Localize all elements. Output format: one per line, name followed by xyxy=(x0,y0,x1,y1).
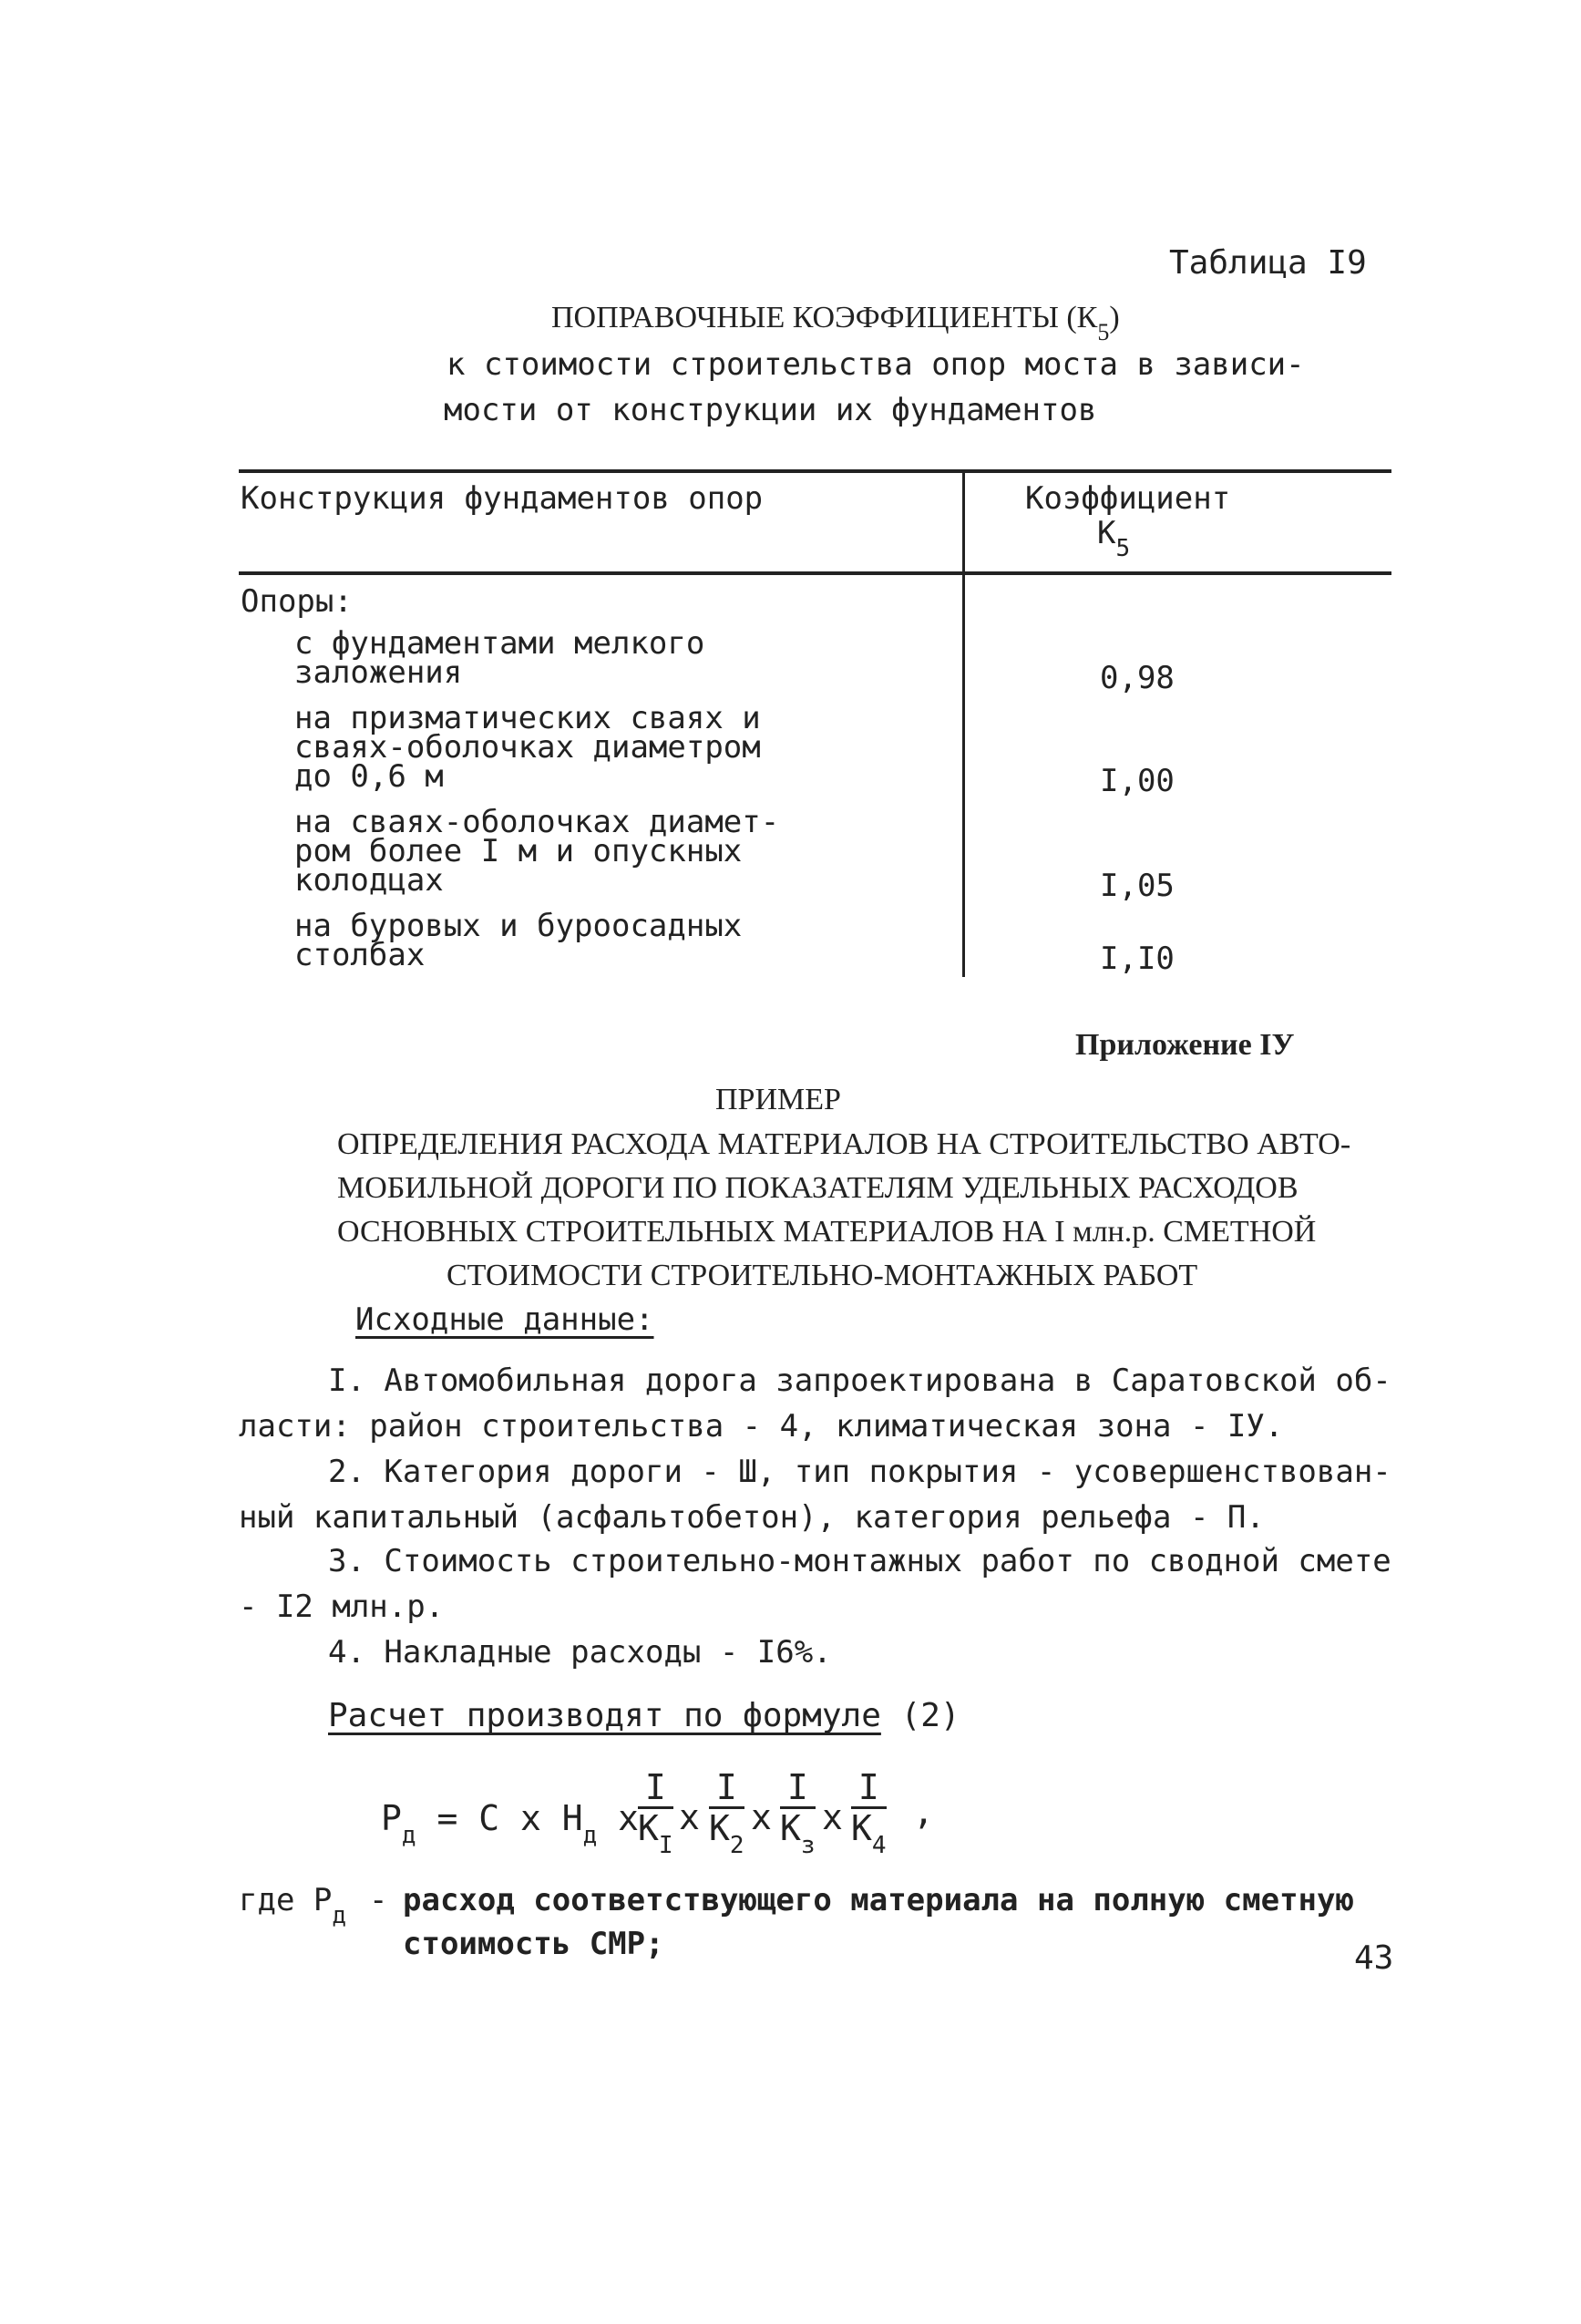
header-coefficient: Коэффициент xyxy=(1025,480,1231,517)
example-line-4: СТОИМОСТИ СТРОИТЕЛЬНО-МОНТАЖНЫХ РАБОТ xyxy=(447,1259,1198,1292)
fraction-k3: I $К_з$ xyxy=(780,1767,816,1859)
calc-line xyxy=(328,1697,960,1734)
header-construction: Конструкция фундаментов опор xyxy=(241,480,764,517)
title-line1: ПОПРАВОЧНЫЕ КОЭФФИЦИЕНТЫ (К xyxy=(551,301,1098,334)
times-sign: х xyxy=(822,1797,843,1837)
table-top-rule xyxy=(239,469,1391,473)
source-item-2a: 2. Категория дороги - Ш, тип покрытия - усовершенствован- xyxy=(328,1454,1391,1490)
table-column-divider xyxy=(962,471,965,977)
table-cell-value: I,I0 xyxy=(1100,941,1175,977)
source-item-1a: I. Автомобильная дорога запроектирована в Саратовской об- xyxy=(328,1363,1391,1399)
times-sign: х xyxy=(679,1797,700,1837)
fraction-k2: I $К_2$ xyxy=(709,1767,744,1859)
table-cell-value: I,00 xyxy=(1100,763,1175,799)
source-data-heading: Исходные данные: xyxy=(355,1301,654,1338)
example-line-3: ОСНОВНЫХ СТРОИТЕЛЬНЫХ МАТЕРИАЛОВ НА I млн.р. СМЕТНОЙ xyxy=(337,1215,1317,1249)
source-item-3b: - I2 млн.р. xyxy=(239,1589,445,1625)
calc-text: Расчет производят по формуле xyxy=(328,1697,881,1734)
where-text-line1: расход соответствующего материала на полную сметную xyxy=(403,1882,1354,1918)
header-coefficient-symbol: $К_5$ xyxy=(1097,515,1131,562)
appendix-label: Приложение IУ xyxy=(1075,1028,1295,1062)
title-close: ) xyxy=(1109,301,1120,334)
example-heading: ПРИМЕР xyxy=(715,1083,841,1116)
title-line2: к стоимости строительства опор моста в зависи- xyxy=(447,346,1305,383)
table-label: Таблица I9 xyxy=(1169,244,1367,282)
table-row: с фундаментами мелкого заложения xyxy=(294,625,705,691)
table-cell-value: I,05 xyxy=(1100,868,1175,904)
table-cell-value: 0,98 xyxy=(1100,660,1175,696)
source-item-2b: ный капитальный (асфальтобетон), категория рельефа - П. xyxy=(239,1499,1265,1536)
table-row: на буровых и буроосадных столбах xyxy=(294,908,743,973)
title-line3: мости от конструкции их фундаментов xyxy=(444,392,1097,428)
source-item-1b: ласти: район строительства - 4, климатическая зона - IУ. xyxy=(239,1408,1284,1445)
example-line-2: МОБИЛЬНОЙ ДОРОГИ ПО ПОКАЗАТЕЛЯМ УДЕЛЬНЫХ РАСХОДОВ xyxy=(337,1171,1299,1205)
title-subscript: 5 xyxy=(1097,319,1110,345)
example-line-1: ОПРЕДЕЛЕНИЯ РАСХОДА МАТЕРИАЛОВ НА СТРОИТЕЛЬСТВО АВТО- xyxy=(337,1127,1351,1161)
where-dash: - xyxy=(369,1882,388,1918)
source-item-3a: 3. Стоимость строительно-монтажных работ по сводной смете xyxy=(328,1543,1391,1579)
fraction-k1: I $К_I$ xyxy=(638,1767,673,1859)
fraction-k4: I $К_4$ xyxy=(851,1767,887,1859)
times-sign: х xyxy=(751,1797,772,1837)
table-row: на призматических сваях и сваях-оболочках диаметром до 0,6 м xyxy=(294,700,761,795)
table-title xyxy=(551,301,1120,345)
page-number: 43 xyxy=(1354,1939,1394,1977)
table-row: на сваях-оболочках диамет- ром более I м и опускных колодцах xyxy=(294,804,780,899)
formula-end: , xyxy=(913,1792,934,1832)
source-item-4: 4. Накладные расходы - I6%. xyxy=(328,1634,832,1671)
where-text-line2: стоимость СМР; xyxy=(403,1926,664,1962)
formula-lhs: $Р_д = С$ х $Н_д$ х xyxy=(381,1798,640,1849)
table-header-rule xyxy=(239,571,1391,575)
calc-formula-ref: (2) xyxy=(900,1697,960,1734)
group-label: Опоры: xyxy=(241,583,353,620)
where-prefix: где $Р_д$ xyxy=(239,1882,347,1929)
